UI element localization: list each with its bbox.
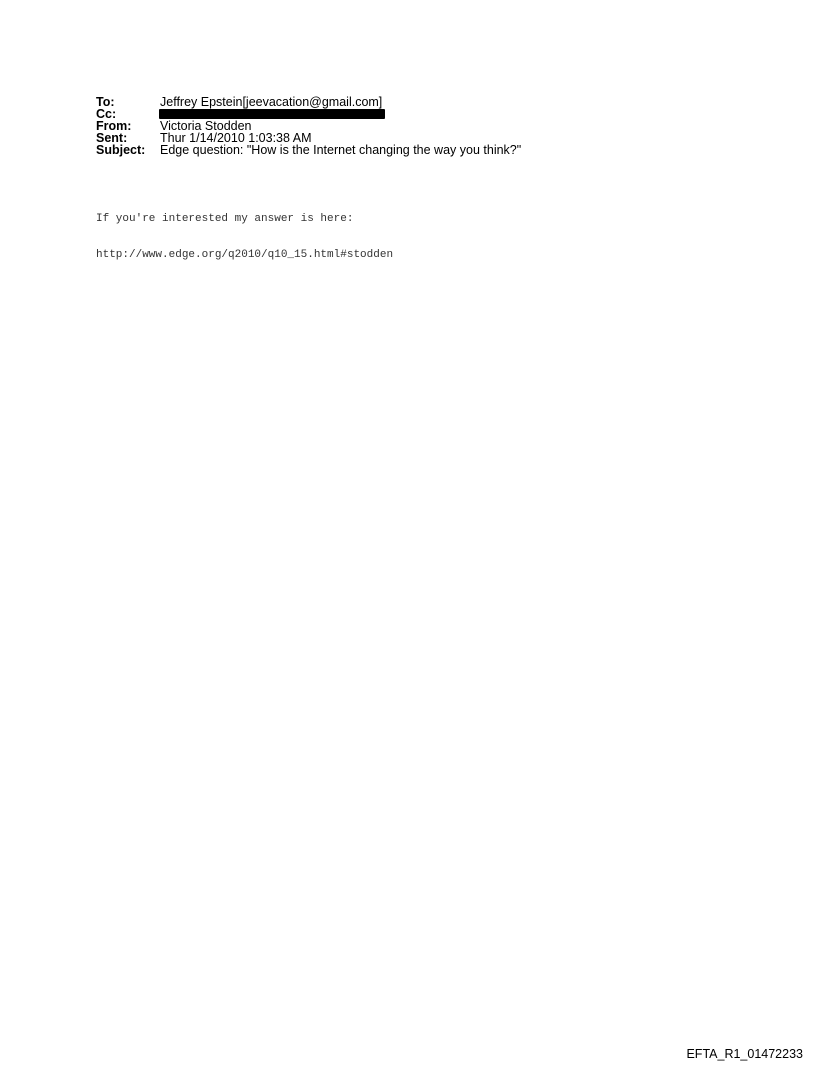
to-label: To: — [96, 95, 115, 109]
cc-label: Cc: — [96, 107, 117, 121]
to-row — [96, 96, 736, 108]
subject-row — [96, 144, 736, 156]
email-header — [96, 96, 736, 156]
body-line-1: If you're interested my answer is here: — [96, 213, 354, 225]
email-body — [96, 189, 736, 285]
sent-value: Thur 1/14/2010 1:03:38 AM — [160, 131, 312, 145]
to-value: Jeffrey Epstein[jeevacation@gmail.com] — [160, 95, 383, 109]
cc-redaction-bar — [159, 109, 385, 119]
body-link-line: http://www.edge.org/q2010/q10_15.html#stodden — [96, 249, 394, 261]
sent-label: Sent: — [96, 131, 128, 145]
from-label: From: — [96, 119, 132, 133]
subject-value: Edge question: "How is the Internet changing the way you think?" — [160, 143, 522, 157]
document-id: EFTA_R1_01472233 — [686, 1047, 803, 1061]
subject-label: Subject: — [96, 143, 146, 157]
from-value: Victoria Stodden — [160, 119, 252, 133]
